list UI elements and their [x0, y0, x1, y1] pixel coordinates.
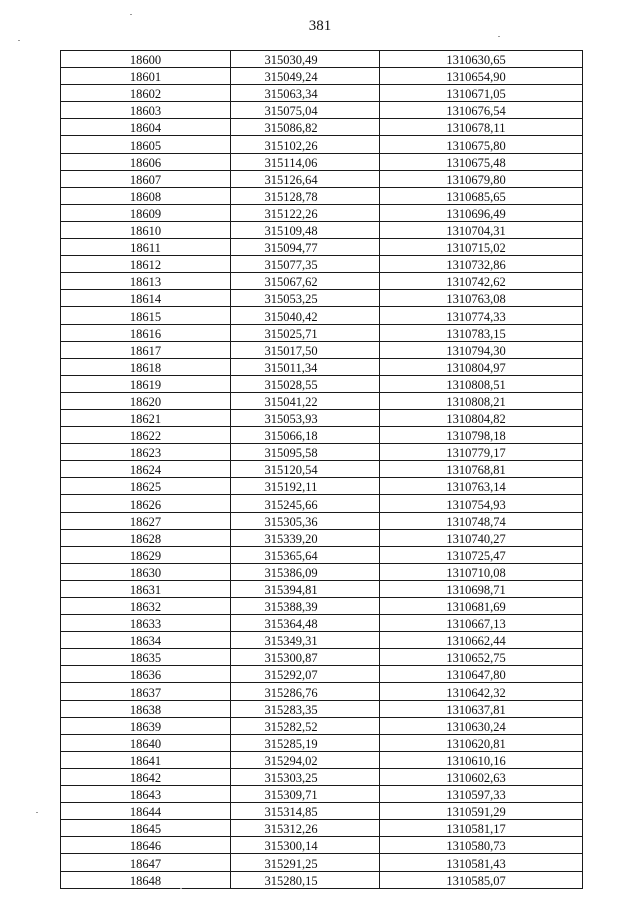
x-coordinate-cell: 315364,48: [231, 615, 380, 632]
point-number-cell: 18620: [61, 392, 231, 409]
scan-speck: [180, 888, 182, 889]
x-coordinate-cell: 315040,42: [231, 307, 380, 324]
point-number-cell: 18603: [61, 102, 231, 119]
table-row: [61, 256, 583, 273]
table-row: [61, 461, 583, 478]
coordinates-table-body: [61, 51, 583, 889]
x-coordinate-cell: 315028,55: [231, 375, 380, 392]
table-row: [61, 204, 583, 221]
x-coordinate-cell: 315300,14: [231, 837, 380, 854]
point-number-cell: 18640: [61, 734, 231, 751]
x-coordinate-cell: 315394,81: [231, 580, 380, 597]
y-coordinate-cell: 1310679,80: [380, 170, 583, 187]
y-coordinate-cell: 1310637,81: [380, 700, 583, 717]
x-coordinate-cell: 315025,71: [231, 324, 380, 341]
x-coordinate-cell: 315086,82: [231, 119, 380, 136]
y-coordinate-cell: 1310742,62: [380, 273, 583, 290]
table-row: [61, 375, 583, 392]
point-number-cell: 18601: [61, 68, 231, 85]
table-row: [61, 187, 583, 204]
table-row: [61, 820, 583, 837]
x-coordinate-cell: 315291,25: [231, 854, 380, 871]
table-row: [61, 546, 583, 563]
y-coordinate-cell: 1310763,08: [380, 290, 583, 307]
y-coordinate-cell: 1310675,48: [380, 153, 583, 170]
x-coordinate-cell: 315063,34: [231, 85, 380, 102]
y-coordinate-cell: 1310610,16: [380, 751, 583, 768]
y-coordinate-cell: 1310667,13: [380, 615, 583, 632]
point-number-cell: 18614: [61, 290, 231, 307]
point-number-cell: 18642: [61, 768, 231, 785]
point-number-cell: 18637: [61, 683, 231, 700]
table-row: [61, 221, 583, 238]
table-row: [61, 392, 583, 409]
y-coordinate-cell: 1310685,65: [380, 187, 583, 204]
x-coordinate-cell: 315041,22: [231, 392, 380, 409]
point-number-cell: 18626: [61, 495, 231, 512]
point-number-cell: 18628: [61, 529, 231, 546]
table-row: [61, 854, 583, 871]
table-row: [61, 615, 583, 632]
y-coordinate-cell: 1310630,24: [380, 717, 583, 734]
x-coordinate-cell: 315120,54: [231, 461, 380, 478]
x-coordinate-cell: 315114,06: [231, 153, 380, 170]
point-number-cell: 18612: [61, 256, 231, 273]
y-coordinate-cell: 1310748,74: [380, 512, 583, 529]
table-row: [61, 666, 583, 683]
table-row: [61, 495, 583, 512]
point-number-cell: 18634: [61, 632, 231, 649]
table-row: [61, 871, 583, 888]
point-number-cell: 18633: [61, 615, 231, 632]
y-coordinate-cell: 1310580,73: [380, 837, 583, 854]
table-row: [61, 529, 583, 546]
x-coordinate-cell: 315309,71: [231, 786, 380, 803]
y-coordinate-cell: 1310804,82: [380, 409, 583, 426]
table-row: [61, 427, 583, 444]
table-row: [61, 324, 583, 341]
table-row: [61, 290, 583, 307]
point-number-cell: 18627: [61, 512, 231, 529]
x-coordinate-cell: 315075,04: [231, 102, 380, 119]
x-coordinate-cell: 315365,64: [231, 546, 380, 563]
y-coordinate-cell: 1310725,47: [380, 546, 583, 563]
scan-speck: [18, 40, 20, 41]
point-number-cell: 18615: [61, 307, 231, 324]
y-coordinate-cell: 1310808,21: [380, 392, 583, 409]
x-coordinate-cell: 315066,18: [231, 427, 380, 444]
y-coordinate-cell: 1310581,17: [380, 820, 583, 837]
table-row: [61, 598, 583, 615]
x-coordinate-cell: 315305,36: [231, 512, 380, 529]
x-coordinate-cell: 315312,26: [231, 820, 380, 837]
point-number-cell: 18610: [61, 221, 231, 238]
x-coordinate-cell: 315294,02: [231, 751, 380, 768]
x-coordinate-cell: 315030,49: [231, 51, 380, 68]
x-coordinate-cell: 315053,93: [231, 409, 380, 426]
y-coordinate-cell: 1310676,54: [380, 102, 583, 119]
y-coordinate-cell: 1310763,14: [380, 478, 583, 495]
y-coordinate-cell: 1310681,69: [380, 598, 583, 615]
y-coordinate-cell: 1310652,75: [380, 649, 583, 666]
x-coordinate-cell: 315049,24: [231, 68, 380, 85]
table-row: [61, 307, 583, 324]
point-number-cell: 18624: [61, 461, 231, 478]
point-number-cell: 18621: [61, 409, 231, 426]
x-coordinate-cell: 315053,25: [231, 290, 380, 307]
point-number-cell: 18616: [61, 324, 231, 341]
table-row: [61, 563, 583, 580]
table-row: [61, 358, 583, 375]
y-coordinate-cell: 1310630,65: [380, 51, 583, 68]
x-coordinate-cell: 315314,85: [231, 803, 380, 820]
y-coordinate-cell: 1310710,08: [380, 563, 583, 580]
y-coordinate-cell: 1310715,02: [380, 239, 583, 256]
x-coordinate-cell: 315192,11: [231, 478, 380, 495]
y-coordinate-cell: 1310581,43: [380, 854, 583, 871]
point-number-cell: 18641: [61, 751, 231, 768]
page-number: 381: [308, 18, 332, 34]
table-row: [61, 170, 583, 187]
table-row: [61, 51, 583, 68]
x-coordinate-cell: 315126,64: [231, 170, 380, 187]
table-row: [61, 136, 583, 153]
x-coordinate-cell: 315245,66: [231, 495, 380, 512]
y-coordinate-cell: 1310585,07: [380, 871, 583, 888]
y-coordinate-cell: 1310794,30: [380, 341, 583, 358]
point-number-cell: 18605: [61, 136, 231, 153]
table-row: [61, 341, 583, 358]
table-row: [61, 683, 583, 700]
table-row: [61, 803, 583, 820]
y-coordinate-cell: 1310768,81: [380, 461, 583, 478]
table-row: [61, 102, 583, 119]
point-number-cell: 18643: [61, 786, 231, 803]
y-coordinate-cell: 1310808,51: [380, 375, 583, 392]
table-row: [61, 734, 583, 751]
point-number-cell: 18646: [61, 837, 231, 854]
point-number-cell: 18644: [61, 803, 231, 820]
y-coordinate-cell: 1310591,29: [380, 803, 583, 820]
table-row: [61, 68, 583, 85]
y-coordinate-cell: 1310662,44: [380, 632, 583, 649]
point-number-cell: 18613: [61, 273, 231, 290]
x-coordinate-cell: 315011,34: [231, 358, 380, 375]
y-coordinate-cell: 1310698,71: [380, 580, 583, 597]
y-coordinate-cell: 1310602,63: [380, 768, 583, 785]
point-number-cell: 18629: [61, 546, 231, 563]
x-coordinate-cell: 315282,52: [231, 717, 380, 734]
coordinates-table: [60, 50, 583, 889]
table-row: [61, 837, 583, 854]
x-coordinate-cell: 315280,15: [231, 871, 380, 888]
table-row: [61, 786, 583, 803]
scan-speck: [36, 812, 38, 813]
x-coordinate-cell: 315349,31: [231, 632, 380, 649]
table-row: [61, 273, 583, 290]
point-number-cell: 18645: [61, 820, 231, 837]
y-coordinate-cell: 1310647,80: [380, 666, 583, 683]
y-coordinate-cell: 1310740,27: [380, 529, 583, 546]
x-coordinate-cell: 315109,48: [231, 221, 380, 238]
table-row: [61, 768, 583, 785]
table-row: [61, 512, 583, 529]
point-number-cell: 18600: [61, 51, 231, 68]
x-coordinate-cell: 315286,76: [231, 683, 380, 700]
point-number-cell: 18635: [61, 649, 231, 666]
table-row: [61, 632, 583, 649]
y-coordinate-cell: 1310678,11: [380, 119, 583, 136]
point-number-cell: 18648: [61, 871, 231, 888]
point-number-cell: 18606: [61, 153, 231, 170]
point-number-cell: 18617: [61, 341, 231, 358]
table-row: [61, 478, 583, 495]
x-coordinate-cell: 315122,26: [231, 204, 380, 221]
table-row: [61, 444, 583, 461]
point-number-cell: 18609: [61, 204, 231, 221]
table-row: [61, 85, 583, 102]
point-number-cell: 18632: [61, 598, 231, 615]
table-row: [61, 409, 583, 426]
scan-speck: [498, 36, 500, 37]
x-coordinate-cell: 315077,35: [231, 256, 380, 273]
y-coordinate-cell: 1310704,31: [380, 221, 583, 238]
y-coordinate-cell: 1310671,05: [380, 85, 583, 102]
point-number-cell: 18618: [61, 358, 231, 375]
y-coordinate-cell: 1310654,90: [380, 68, 583, 85]
x-coordinate-cell: 315067,62: [231, 273, 380, 290]
table-row: [61, 649, 583, 666]
y-coordinate-cell: 1310696,49: [380, 204, 583, 221]
x-coordinate-cell: 315094,77: [231, 239, 380, 256]
table-row: [61, 119, 583, 136]
point-number-cell: 18611: [61, 239, 231, 256]
y-coordinate-cell: 1310597,33: [380, 786, 583, 803]
point-number-cell: 18625: [61, 478, 231, 495]
x-coordinate-cell: 315283,35: [231, 700, 380, 717]
x-coordinate-cell: 315128,78: [231, 187, 380, 204]
table-row: [61, 153, 583, 170]
point-number-cell: 18638: [61, 700, 231, 717]
y-coordinate-cell: 1310798,18: [380, 427, 583, 444]
y-coordinate-cell: 1310642,32: [380, 683, 583, 700]
x-coordinate-cell: 315388,39: [231, 598, 380, 615]
y-coordinate-cell: 1310774,33: [380, 307, 583, 324]
point-number-cell: 18630: [61, 563, 231, 580]
y-coordinate-cell: 1310783,15: [380, 324, 583, 341]
point-number-cell: 18602: [61, 85, 231, 102]
point-number-cell: 18619: [61, 375, 231, 392]
point-number-cell: 18623: [61, 444, 231, 461]
y-coordinate-cell: 1310804,97: [380, 358, 583, 375]
table-row: [61, 239, 583, 256]
x-coordinate-cell: 315017,50: [231, 341, 380, 358]
x-coordinate-cell: 315285,19: [231, 734, 380, 751]
table-row: [61, 580, 583, 597]
x-coordinate-cell: 315292,07: [231, 666, 380, 683]
point-number-cell: 18639: [61, 717, 231, 734]
table-row: [61, 700, 583, 717]
point-number-cell: 18622: [61, 427, 231, 444]
x-coordinate-cell: 315386,09: [231, 563, 380, 580]
x-coordinate-cell: 315303,25: [231, 768, 380, 785]
point-number-cell: 18604: [61, 119, 231, 136]
scan-speck: [130, 14, 132, 15]
y-coordinate-cell: 1310754,93: [380, 495, 583, 512]
x-coordinate-cell: 315339,20: [231, 529, 380, 546]
table-row: [61, 751, 583, 768]
point-number-cell: 18636: [61, 666, 231, 683]
y-coordinate-cell: 1310779,17: [380, 444, 583, 461]
x-coordinate-cell: 315095,58: [231, 444, 380, 461]
x-coordinate-cell: 315102,26: [231, 136, 380, 153]
y-coordinate-cell: 1310620,81: [380, 734, 583, 751]
table-row: [61, 717, 583, 734]
y-coordinate-cell: 1310732,86: [380, 256, 583, 273]
point-number-cell: 18607: [61, 170, 231, 187]
x-coordinate-cell: 315300,87: [231, 649, 380, 666]
point-number-cell: 18647: [61, 854, 231, 871]
point-number-cell: 18631: [61, 580, 231, 597]
y-coordinate-cell: 1310675,80: [380, 136, 583, 153]
point-number-cell: 18608: [61, 187, 231, 204]
